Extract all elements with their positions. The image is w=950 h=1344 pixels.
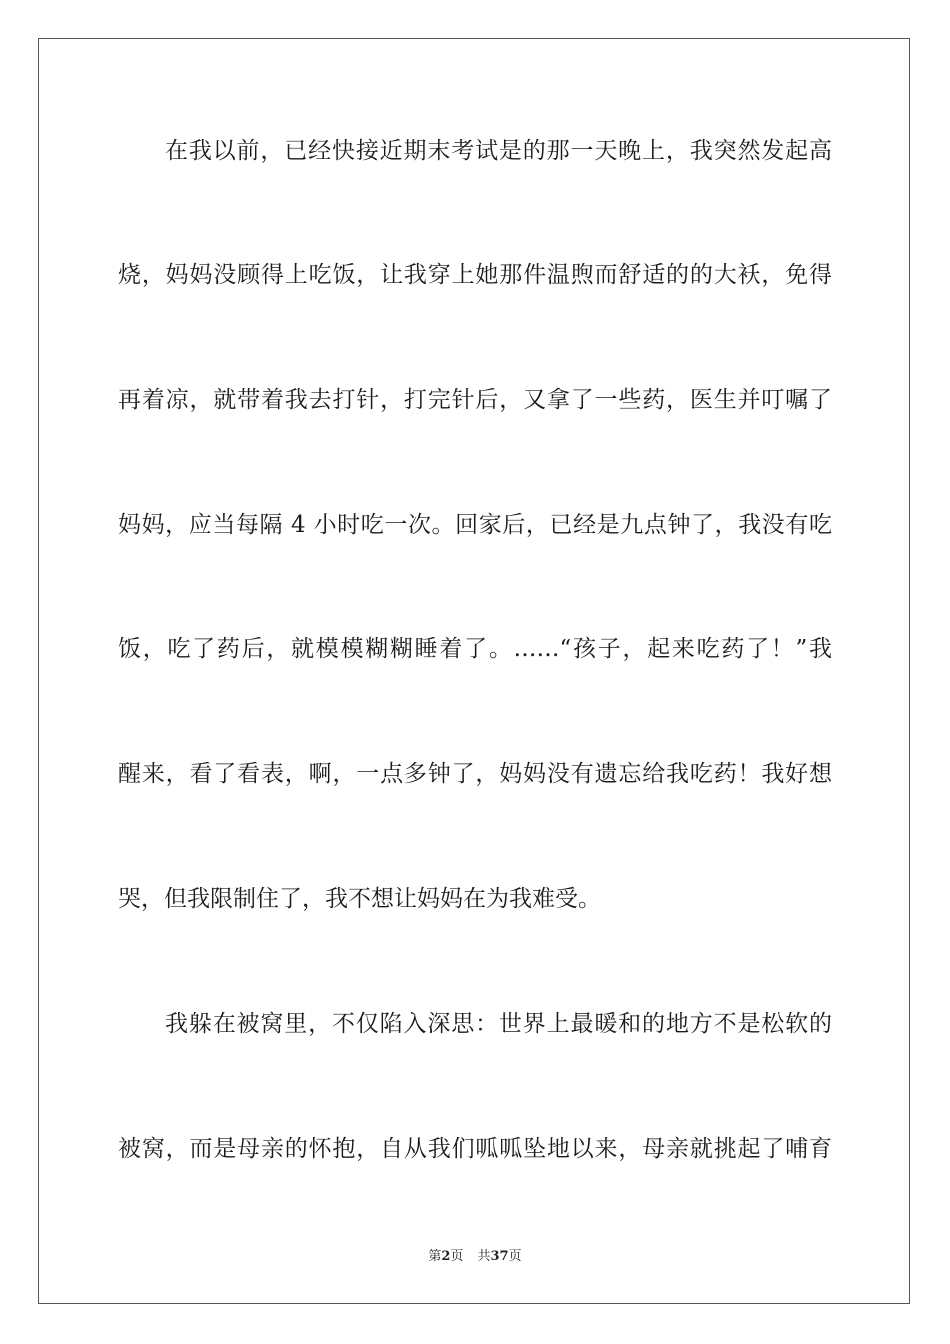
text-line: 哭，但我限制住了，我不想让妈妈在为我难受。 (118, 886, 601, 912)
page-number-label (428, 1249, 463, 1264)
text-line: 被窝，而是母亲的怀抱，自从我们呱呱坠地以来，母亲就挑起了哺育 (118, 1136, 832, 1162)
page-number: 2 (441, 1249, 451, 1264)
text-line: 我躲在被窝里，不仅陷入深思：世界上最暖和的地方不是松软的 (165, 1011, 832, 1037)
text-line: 妈妈，应当每隔 4 小时吃一次。回家后，已经是九点钟了，我没有吃 (118, 512, 832, 538)
total-suffix: 页 (508, 1249, 522, 1264)
text-line: 在我以前，已经快接近期末考试是的那一天晚上，我突然发起高 (165, 138, 832, 164)
text-line: 醒来，看了看表，啊，一点多钟了，妈妈没有遗忘给我吃药！我好想 (118, 761, 832, 787)
total-prefix: 共 (477, 1249, 491, 1264)
text-line: 饭，吃了药后，就模模糊糊睡着了。……“孩子，起来吃药了！”我 (118, 636, 832, 662)
page-border (38, 38, 910, 1304)
total-pages-label (477, 1249, 521, 1264)
page-prefix: 第 (428, 1249, 442, 1264)
total-pages: 37 (490, 1249, 509, 1264)
text-line: 再着凉，就带着我去打针，打完针后，又拿了一些药，医生并叮嘱了 (118, 387, 832, 413)
page-footer (0, 1248, 950, 1266)
page-suffix: 页 (450, 1249, 464, 1264)
text-line: 烧，妈妈没顾得上吃饭，让我穿上她那件温煦而舒适的的大袄，免得 (118, 262, 832, 288)
